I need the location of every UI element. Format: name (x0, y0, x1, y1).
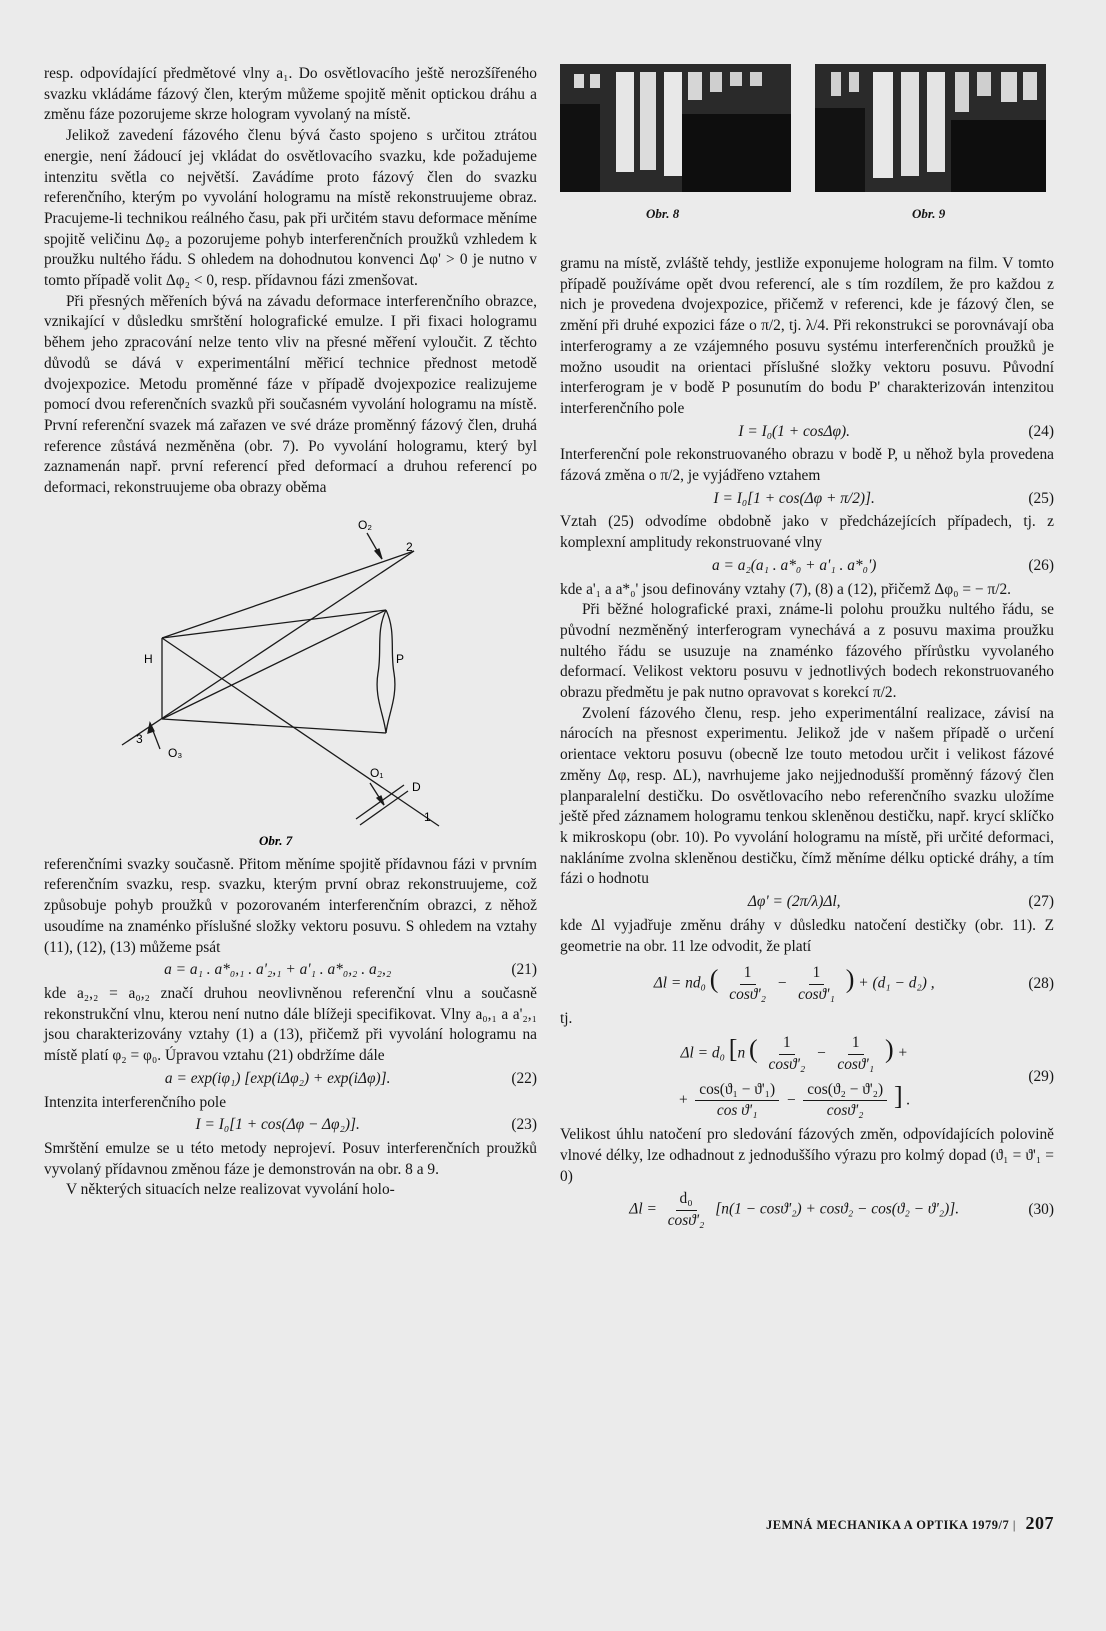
beam-line (162, 719, 386, 733)
figure-caption: Obr. 9 (912, 206, 946, 221)
left-column (44, 64, 537, 1201)
equation-25 (560, 489, 1054, 510)
arrow-icon (375, 549, 382, 559)
equation-21 (44, 960, 537, 981)
equation-27 (560, 892, 1054, 913)
equation-number: (22) (511, 1069, 537, 1087)
beam-line (122, 551, 414, 745)
label-3: 3 (136, 731, 143, 746)
equation-body: Δl = $\frac{\text{d₀}}{\text{cosϑ'₂}}$ [n(1 − cosϑ'₂) + cosϑ₂ − cos(ϑ₂ − ϑ'₂)]. (629, 1190, 960, 1229)
label-o2: O₂ (358, 517, 372, 532)
label-d: D (412, 779, 421, 794)
figure-7 (44, 501, 537, 851)
label-o3: O₃ (168, 745, 183, 760)
paragraph: Jelikož zavedení fázového členu bývá často spojeno s určitou ztrátou energie, není žádoucí jej vkládat do osvětlovacího svazku, kde požadujeme intenzitu světla co největší. Zavádíme proto fázový člen do svazku referenčního, kterým po vyvolání hologramu na místě rekonstruujeme obraz. Pracujeme-li technikou reálného času, pak při určitém stavu deformace měníme spojitě veličinu Δφ₂ a pozorujeme pohyb interferenčních proužků vzhledem k proužku nultého řádu. S ohledem na dohodnutou konvenci Δφ' > 0 je nutno v tomto případě volit Δφ₂ < 0, resp. přídavnou fázi zmenšovat. (44, 127, 537, 290)
equation-number: (26) (1028, 556, 1054, 574)
paragraph: gramu na místě, zvláště tehdy, jestliže exponujeme hologram na film. V tomto případě používáme opět dvou referencí, ale s tím rozdílem, že pro každou z nich je provedena dvojexpozice, přičemž v referenci, kde je fázový člen, se změní při druhé expozici fáze o π/2, tj. λ/4. Při rekonstrukci se porovnávají oba interferogramy a ze vzájemného posuvu systému interferenčních proužků je možno usoudit na orientaci příslušné složky vektoru posuvu. Původní interferogram je v bodě P posunutím do bodu P' charakterizován intenzitou interferenčního pole (560, 255, 1054, 417)
page-number: 207 (1025, 1513, 1054, 1533)
equation-number: (30) (1028, 1201, 1054, 1219)
beam-line (162, 610, 386, 638)
figure-caption: Obr. 8 (646, 206, 680, 221)
figure-caption: Obr. 7 (259, 832, 293, 848)
equation-body: Δl = nd₀ ( $\frac{1}{\text{cosϑ'₂}}$ − $\frac{1}{\text{cosϑ'₁}}$ ) + (d₁ − d₂) , (653, 964, 935, 1003)
equation-number: (25) (1028, 489, 1054, 507)
equation-body: Δφ' = (2π/λ)Δl, (747, 893, 841, 911)
equation-26 (560, 556, 1054, 577)
equation-number: (28) (1028, 975, 1054, 993)
paragraph: kde a'₁ a a*₀' jsou definovány vztahy (7), (8) a (12), přičemž Δφ₀ = − π/2. (560, 580, 1012, 598)
paragraph: Zvolení fázového členu, resp. jeho experimentální realizace, závisí na nárocích na přesnost experimentu. Jelikož jde v našem případě o určení orientace vektoru posuvu (obecně lze touto metodou určit i velikost fázové změny Δφ, resp. ΔL), navrhujeme jako nejjednodušší proměnný fázový člen planparalelní destičku. Do osvětlovacího nebo referenčního svazku uložíme ještě před záznamem hologramu tenkou skleněnou destičku, např. krycí sklíčko k mikroskopu (obr. 10). Po vyvolání hologramu na místě, při určité deformaci, nakláníme zvolna skleněnou destičku, čímž měníme délku optické dráhy, a tím fázi o hodnotu (560, 704, 1054, 888)
equation-24 (560, 422, 1054, 443)
page-footer: JEMNÁ MECHANIKA A OPTIKA 1979/7 | 207 (765, 1513, 1054, 1533)
equation-30 (560, 1189, 1054, 1231)
fringe-photo-9 (815, 64, 1046, 192)
paragraph: Při přesných měřeních bývá na závadu deformace interferenčního obrazce, vznikající v důsledku smrštění holografické emulze. I při fixaci hologramu během jeho zpracování nelze tento vliv na přesné měření vyloučit. Z těchto důvodů se dává v experimentální měřicí technice přednost metodě dvojexpozice. Metodu proměnné fáze v případě dvojexpozice realizujeme pomocí dvou referenčních svazků při současném vyvolání hologramu na místě. První referenční svazek má zařazen ve své dráze proměnný fázový člen, druhá reference zůstává nezměněna (obr. 7). Po vyvolání hologramu, který byl zaznamenán např. první referencí před deformací a druhou referencí po deformaci, rekonstruujeme oba obrazy oběma (44, 292, 537, 497)
equation-body: I = I₀(1 + cosΔφ). (738, 422, 850, 440)
equation-body: a = a₂(a₁ . a*₀ + a'₁ . a*₀') (711, 556, 877, 574)
paragraph: V některých situacích nelze realizovat vyvolání holo- (66, 1181, 395, 1199)
label-h: H (144, 651, 153, 666)
equation-number: (23) (511, 1116, 537, 1134)
equation-number: (27) (1028, 893, 1054, 911)
paragraph: Při běžné holografické praxi, známe-li polohu proužku nultého řádu, se původní nezměněný interferogram vynechává a z posuvu maxima proužku nultého řádu se usuzuje na znaménko fázového přírůstku vyvolaného deformací. Velikost vektoru posuvu v jednotlivých bodech rekonstruovaného obrazu předmětu je pak nutno opravovat s korekcí π/2. (560, 601, 1054, 702)
equation-body: Δl = d₀ [n ( $\frac{1}{\text{cosϑ'₂}}$ − $\frac{1}{\text{cosϑ'₁}}$ ) + + $\frac{\text{cos(ϑ₁ − ϑ'₁)}}{\text{cos ϑ'₁}}$ − $\frac{\text{cos(ϑ₂ − ϑ'₂)}}{\text{cosϑ'₂}}$ ] . (678, 1034, 911, 1120)
right-column (560, 64, 1054, 1235)
label-1: 1 (424, 809, 431, 824)
paragraph: kde Δl vyjadřuje změnu dráhy v důsledku natočení destičky (obr. 11). Z geometrie na obr. 11 lze odvodit, že platí (560, 916, 1054, 955)
paragraph: Interferenční pole rekonstruovaného obrazu v bodě P, u něhož byla provedena fázová změna o π/2, je vyjádřeno vztahem (560, 446, 1054, 485)
equation-number: (29) (1028, 1068, 1054, 1086)
tj-label: tj. (560, 1009, 573, 1027)
equation-29 (560, 1033, 1054, 1122)
plate-d (356, 785, 404, 819)
figures-8-9 (560, 64, 1054, 250)
figure-7-diagram (44, 501, 537, 851)
fringe-photo-8 (560, 64, 791, 192)
equation-23 (44, 1115, 537, 1136)
equation-body: I = I₀[1 + cos(Δφ + π/2)]. (713, 489, 875, 507)
paragraph: resp. odpovídající předmětové vlny a₁. Do osvětlovacího ještě nerozšířeného svazku vkládáme fázový člen, kterým můžeme spojitě měnit optickou dráhu a změnu fáze pozorujeme skrze hologram vyvolaný na místě. (44, 65, 537, 124)
paragraph: Velikost úhlu natočení pro sledování fázových změn, odpovídajících polovině vlnové délky, lze odhadnout z jednoduššího výrazu pro kolmý dopad (ϑ₁ = ϑ'₁ = 0) (560, 1126, 1054, 1185)
equation-22 (44, 1069, 537, 1090)
equation-body: a = exp(iφ₁) [exp(iΔφ₂) + exp(iΔφ)]. (164, 1069, 391, 1087)
label-o1: O₁ (370, 765, 384, 780)
label-2: 2 (406, 539, 413, 554)
equation-body: I = I₀[1 + cos(Δφ − Δφ₂)]. (195, 1116, 360, 1134)
paragraph: referenčními svazky současně. Přitom měníme spojitě přídavnou fázi v prvním referenčním svazku, resp. svazku, kterým první obraz rekonstruujeme, což způsobuje pohyb proužků v pozorovaném interferenčním obrazci, z něhož usoudíme na znaménko příslušné složky vektoru posuvu. S ohledem na vztahy (11), (12), (13) můžeme psát (44, 855, 537, 956)
label-p: P (396, 651, 405, 666)
equation-body: a = a₁ . a*₀,₁ . a'₂,₁ + a'₁ . a*₀,₂ . a₂,₂ (164, 961, 392, 979)
paragraph: Smrštění emulze se u této metody neprojeví. Posuv interferenčních proužků vyvolaný přídavnou změnou fáze je demonstrován na obr. 8 a 9. (44, 1139, 537, 1178)
paragraph: Vztah (25) odvodíme obdobně jako v předcházejících případech, tj. z komplexní amplitudy rekonstruované vlny (560, 513, 1054, 552)
journal-name: JEMNÁ MECHANIKA A OPTIKA 1979/7 (765, 1518, 1010, 1532)
equation-number: (24) (1028, 422, 1054, 440)
equation-28 (560, 963, 1054, 1005)
paragraph: kde a₂,₂ = a₀,₂ značí druhou neovlivněnou referenční vlnu a současně rekonstrukční vlnu, kterou není nutno dále blížeji specifikovat. Vlny a₀,₁ a a'₂,₁ jsou charakterizovány vztahy (1) a (13), přičemž při vyvolání hologramu na místě platí φ₂ = φ₀. Úpravou vztahu (21) obdržíme dále (44, 984, 537, 1065)
object-p (377, 610, 386, 733)
paragraph: Intenzita interferenčního pole (44, 1093, 227, 1111)
equation-number: (21) (511, 961, 537, 979)
beam-line (162, 551, 414, 638)
